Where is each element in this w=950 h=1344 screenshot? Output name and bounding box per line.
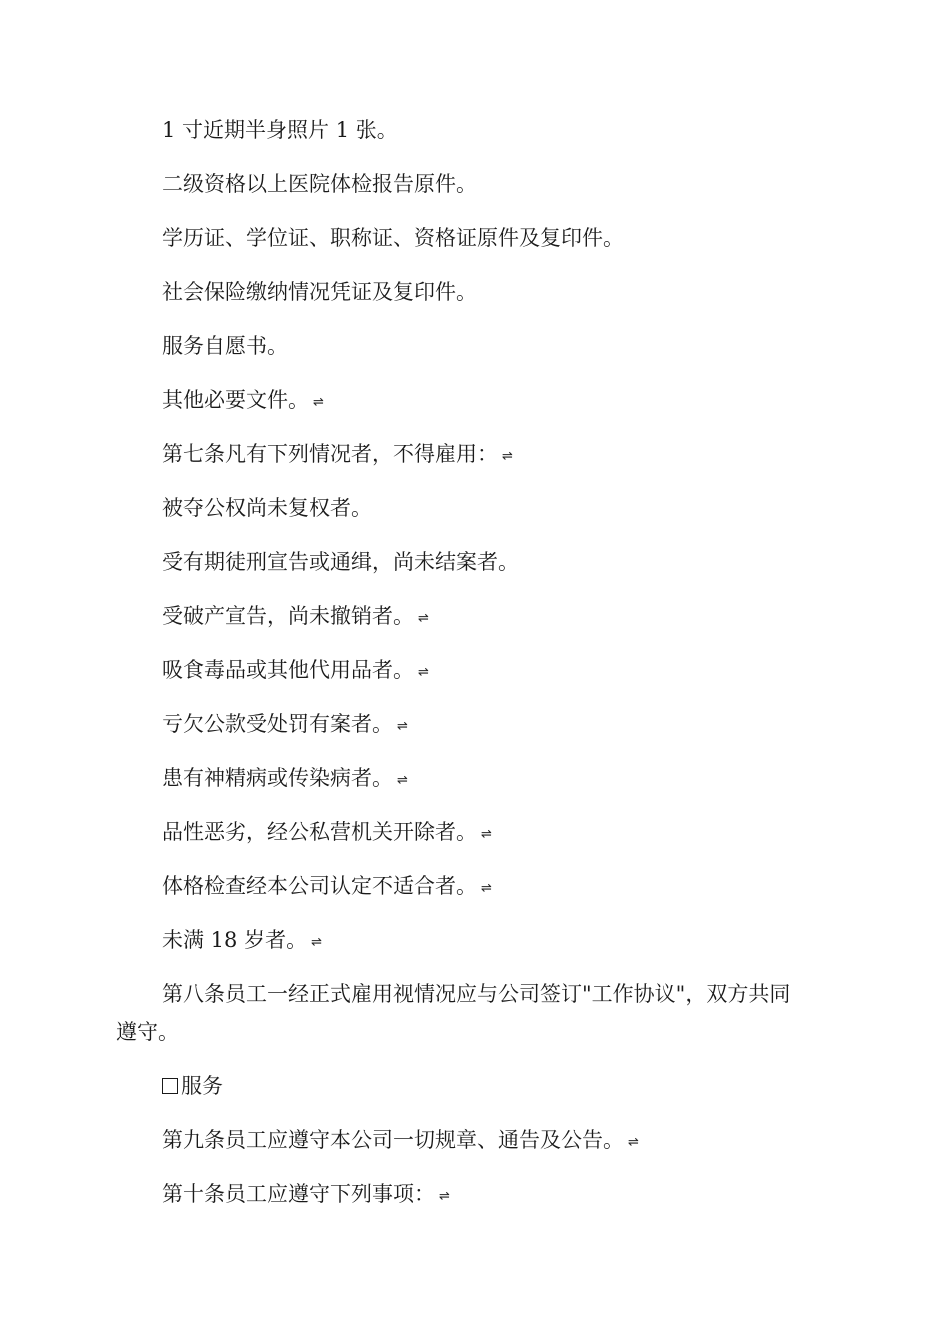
section-heading	[162, 1072, 223, 1100]
paragraph	[162, 602, 429, 633]
paragraph-text: 第七条凡有下列情况者，不得雇用：	[162, 442, 498, 466]
paragraph-text: 未满 18 岁者。	[162, 928, 308, 952]
paragraph-mark: ⇌	[502, 449, 513, 464]
paragraph-text: 学历证、学位证、职称证、资格证原件及复印件。	[162, 226, 624, 250]
paragraph-mark: ⇌	[418, 611, 429, 626]
paragraph	[162, 926, 322, 957]
paragraph-text: 患有神精病或传染病者。	[162, 766, 393, 790]
article-8-line-2: 遵守。	[116, 1020, 179, 1044]
paragraph-text: 1 寸近期半身照片 1 张。	[162, 118, 398, 142]
paragraph	[162, 1126, 639, 1157]
paragraph	[162, 116, 398, 144]
paragraph-mark: ⇌	[628, 1135, 639, 1150]
paragraph	[162, 440, 513, 471]
section-heading-text: 服务	[181, 1074, 223, 1098]
paragraph	[162, 1180, 450, 1211]
paragraph	[162, 278, 477, 306]
paragraph-text: 服务自愿书。	[162, 334, 288, 358]
paragraph	[162, 494, 372, 522]
paragraph	[162, 170, 477, 198]
article-8-line-1: 第八条员工一经正式雇用视情况应与公司签订"工作协议"，双方共同	[162, 982, 791, 1006]
paragraph	[162, 332, 288, 360]
paragraph-mark: ⇌	[311, 935, 322, 950]
paragraph-text: 品性恶劣，经公私营机关开除者。	[162, 820, 477, 844]
paragraph-mark: ⇌	[481, 827, 492, 842]
paragraph-mark: ⇌	[481, 881, 492, 896]
paragraph-mark: ⇌	[397, 773, 408, 788]
paragraph-text: 二级资格以上医院体检报告原件。	[162, 172, 477, 196]
paragraph-text: 其他必要文件。	[162, 388, 309, 412]
paragraph-text: 受破产宣告，尚未撤销者。	[162, 604, 414, 628]
paragraph-text: 第九条员工应遵守本公司一切规章、通告及公告。	[162, 1128, 624, 1152]
paragraph	[162, 224, 624, 252]
paragraph-mark: ⇌	[313, 395, 324, 410]
paragraph-mark: ⇌	[397, 719, 408, 734]
paragraph-text: 社会保险缴纳情况凭证及复印件。	[162, 280, 477, 304]
paragraph	[162, 656, 429, 687]
paragraph-text: 亏欠公款受处罚有案者。	[162, 712, 393, 736]
paragraph	[162, 710, 408, 741]
paragraph	[162, 818, 492, 849]
checkbox-square-icon	[162, 1078, 178, 1094]
paragraph-text: 吸食毒品或其他代用品者。	[162, 658, 414, 682]
paragraph	[162, 386, 324, 417]
paragraph	[162, 548, 519, 576]
paragraph	[162, 764, 408, 795]
paragraph-text: 体格检查经本公司认定不适合者。	[162, 874, 477, 898]
paragraph-text: 被夺公权尚未复权者。	[162, 496, 372, 520]
paragraph-mark: ⇌	[439, 1189, 450, 1204]
paragraph-text: 第十条员工应遵守下列事项：	[162, 1182, 435, 1206]
paragraph-mark: ⇌	[418, 665, 429, 680]
paragraph	[162, 872, 492, 903]
paragraph-text: 受有期徒刑宣告或通缉，尚未结案者。	[162, 550, 519, 574]
